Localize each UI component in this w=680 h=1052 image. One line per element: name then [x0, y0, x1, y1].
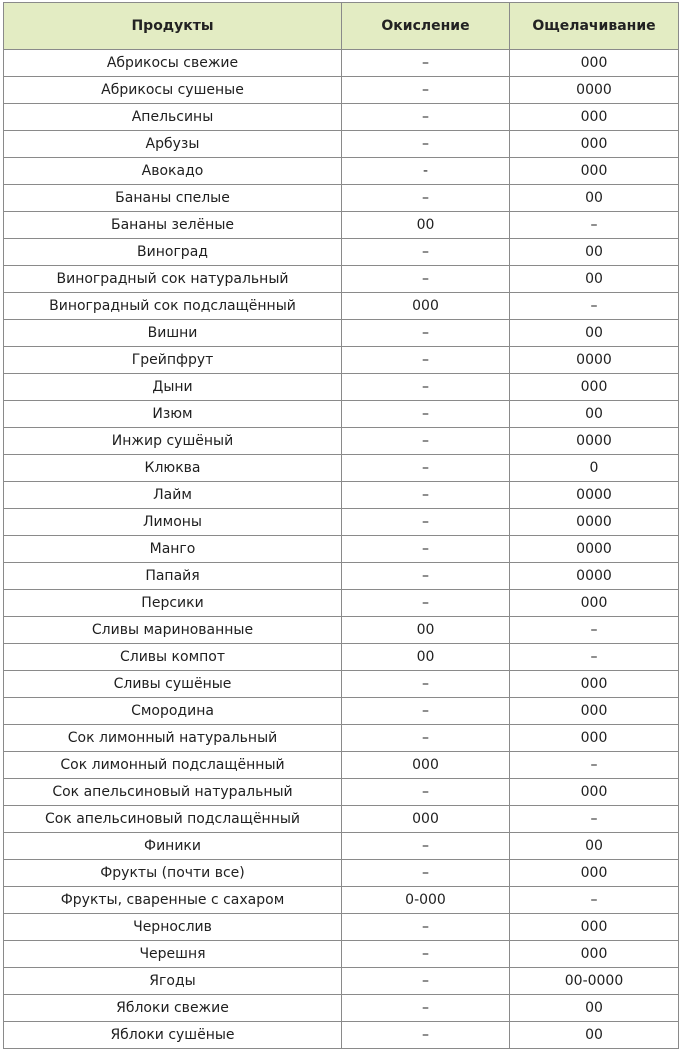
table-row [4, 968, 679, 995]
oxidation-cell: – [342, 671, 510, 698]
oxidation-cell: – [342, 590, 510, 617]
table-row [4, 860, 679, 887]
table-row [4, 509, 679, 536]
alkalization-cell: 000 [510, 131, 679, 158]
product-cell: Фрукты, сваренные с сахаром [4, 887, 342, 914]
table-row [4, 779, 679, 806]
table-row [4, 455, 679, 482]
table-row [4, 293, 679, 320]
table-row [4, 698, 679, 725]
oxidation-cell: – [342, 779, 510, 806]
table-row [4, 185, 679, 212]
product-cell: Сок апельсиновый подслащённый [4, 806, 342, 833]
product-cell: Черешня [4, 941, 342, 968]
oxidation-cell: – [342, 104, 510, 131]
oxidation-cell: – [342, 968, 510, 995]
oxidation-cell: – [342, 50, 510, 77]
table-body [4, 50, 679, 1049]
alkalization-cell: 000 [510, 590, 679, 617]
alkalization-cell: 00 [510, 1022, 679, 1049]
oxidation-cell: – [342, 725, 510, 752]
product-cell: Сок лимонный подслащённый [4, 752, 342, 779]
table-row [4, 536, 679, 563]
table-row [4, 644, 679, 671]
oxidation-cell: – [342, 995, 510, 1022]
product-cell: Бананы зелёные [4, 212, 342, 239]
table-row [4, 995, 679, 1022]
alkalization-cell: 00 [510, 833, 679, 860]
table-row [4, 1022, 679, 1049]
oxidation-cell: 000 [342, 293, 510, 320]
table-row [4, 77, 679, 104]
table-row [4, 833, 679, 860]
oxidation-cell: 000 [342, 752, 510, 779]
product-cell: Яблоки сушёные [4, 1022, 342, 1049]
table-row [4, 131, 679, 158]
alkalization-cell: – [510, 806, 679, 833]
oxidation-cell: – [342, 266, 510, 293]
product-cell: Виноград [4, 239, 342, 266]
product-table-container [3, 2, 678, 1049]
table-row [4, 590, 679, 617]
table-row [4, 158, 679, 185]
oxidation-cell: 000 [342, 806, 510, 833]
product-cell: Бананы спелые [4, 185, 342, 212]
oxidation-cell: – [342, 455, 510, 482]
alkalization-cell: 000 [510, 914, 679, 941]
oxidation-cell: – [342, 131, 510, 158]
header-products: Продукты [4, 3, 342, 50]
product-cell: Манго [4, 536, 342, 563]
table-row [4, 752, 679, 779]
acid-alkaline-table [3, 2, 679, 1049]
oxidation-cell: – [342, 1022, 510, 1049]
header-oxidation: Окисление [342, 3, 510, 50]
oxidation-cell: 00 [342, 617, 510, 644]
alkalization-cell: 000 [510, 671, 679, 698]
product-cell: Папайя [4, 563, 342, 590]
alkalization-cell: 000 [510, 725, 679, 752]
alkalization-cell: 000 [510, 698, 679, 725]
oxidation-cell: 00 [342, 212, 510, 239]
alkalization-cell: 0000 [510, 77, 679, 104]
table-row [4, 671, 679, 698]
alkalization-cell: 00 [510, 320, 679, 347]
table-row [4, 347, 679, 374]
table-row [4, 239, 679, 266]
oxidation-cell: – [342, 941, 510, 968]
table-row [4, 914, 679, 941]
product-cell: Авокадо [4, 158, 342, 185]
oxidation-cell: – [342, 320, 510, 347]
product-cell: Смородина [4, 698, 342, 725]
table-row [4, 401, 679, 428]
oxidation-cell: – [342, 833, 510, 860]
product-cell: Лайм [4, 482, 342, 509]
product-cell: Финики [4, 833, 342, 860]
header-alkalization: Ощелачивание [510, 3, 679, 50]
alkalization-cell: – [510, 212, 679, 239]
alkalization-cell: – [510, 887, 679, 914]
table-row [4, 320, 679, 347]
alkalization-cell: 0000 [510, 536, 679, 563]
table-row [4, 50, 679, 77]
alkalization-cell: – [510, 644, 679, 671]
table-row [4, 104, 679, 131]
product-cell: Яблоки свежие [4, 995, 342, 1022]
table-row [4, 482, 679, 509]
alkalization-cell: 000 [510, 158, 679, 185]
alkalization-cell: 000 [510, 860, 679, 887]
product-cell: Персики [4, 590, 342, 617]
oxidation-cell: – [342, 860, 510, 887]
product-cell: Вишни [4, 320, 342, 347]
alkalization-cell: 000 [510, 50, 679, 77]
product-cell: Сливы компот [4, 644, 342, 671]
alkalization-cell: – [510, 293, 679, 320]
alkalization-cell: 0000 [510, 347, 679, 374]
oxidation-cell: – [342, 698, 510, 725]
table-row [4, 725, 679, 752]
oxidation-cell: – [342, 536, 510, 563]
product-cell: Арбузы [4, 131, 342, 158]
oxidation-cell: – [342, 482, 510, 509]
oxidation-cell: – [342, 239, 510, 266]
oxidation-cell: – [342, 374, 510, 401]
product-cell: Грейпфрут [4, 347, 342, 374]
product-cell: Виноградный сок подслащённый [4, 293, 342, 320]
alkalization-cell: 0000 [510, 563, 679, 590]
oxidation-cell: – [342, 347, 510, 374]
oxidation-cell: – [342, 401, 510, 428]
alkalization-cell: 000 [510, 779, 679, 806]
oxidation-cell: – [342, 509, 510, 536]
oxidation-cell: – [342, 185, 510, 212]
alkalization-cell: 0000 [510, 482, 679, 509]
oxidation-cell: – [342, 563, 510, 590]
product-cell: Инжир сушёный [4, 428, 342, 455]
oxidation-cell: – [342, 77, 510, 104]
product-cell: Ягоды [4, 968, 342, 995]
alkalization-cell: 00 [510, 239, 679, 266]
alkalization-cell: – [510, 752, 679, 779]
product-cell: Сок апельсиновый натуральный [4, 779, 342, 806]
product-cell: Чернослив [4, 914, 342, 941]
oxidation-cell: - [342, 158, 510, 185]
table-row [4, 941, 679, 968]
alkalization-cell: 00 [510, 401, 679, 428]
product-cell: Дыни [4, 374, 342, 401]
product-cell: Абрикосы сушеные [4, 77, 342, 104]
product-cell: Сливы маринованные [4, 617, 342, 644]
product-cell: Клюква [4, 455, 342, 482]
product-cell: Абрикосы свежие [4, 50, 342, 77]
table-row [4, 806, 679, 833]
alkalization-cell: 00 [510, 185, 679, 212]
alkalization-cell: 0000 [510, 428, 679, 455]
product-cell: Виноградный сок натуральный [4, 266, 342, 293]
alkalization-cell: 000 [510, 104, 679, 131]
product-cell: Апельсины [4, 104, 342, 131]
alkalization-cell: 00 [510, 995, 679, 1022]
product-cell: Сок лимонный натуральный [4, 725, 342, 752]
header-row [4, 3, 679, 50]
table-row [4, 266, 679, 293]
alkalization-cell: 00-0000 [510, 968, 679, 995]
alkalization-cell: 000 [510, 941, 679, 968]
table-row [4, 563, 679, 590]
table-row [4, 212, 679, 239]
table-row [4, 428, 679, 455]
table-row [4, 617, 679, 644]
alkalization-cell: 000 [510, 374, 679, 401]
table-row [4, 374, 679, 401]
oxidation-cell: 00 [342, 644, 510, 671]
oxidation-cell: – [342, 914, 510, 941]
alkalization-cell: 0 [510, 455, 679, 482]
product-cell: Сливы сушёные [4, 671, 342, 698]
table-row [4, 887, 679, 914]
product-cell: Фрукты (почти все) [4, 860, 342, 887]
alkalization-cell: 00 [510, 266, 679, 293]
oxidation-cell: 0-000 [342, 887, 510, 914]
product-cell: Изюм [4, 401, 342, 428]
product-cell: Лимоны [4, 509, 342, 536]
oxidation-cell: – [342, 428, 510, 455]
table-header [4, 3, 679, 50]
alkalization-cell: 0000 [510, 509, 679, 536]
alkalization-cell: – [510, 617, 679, 644]
